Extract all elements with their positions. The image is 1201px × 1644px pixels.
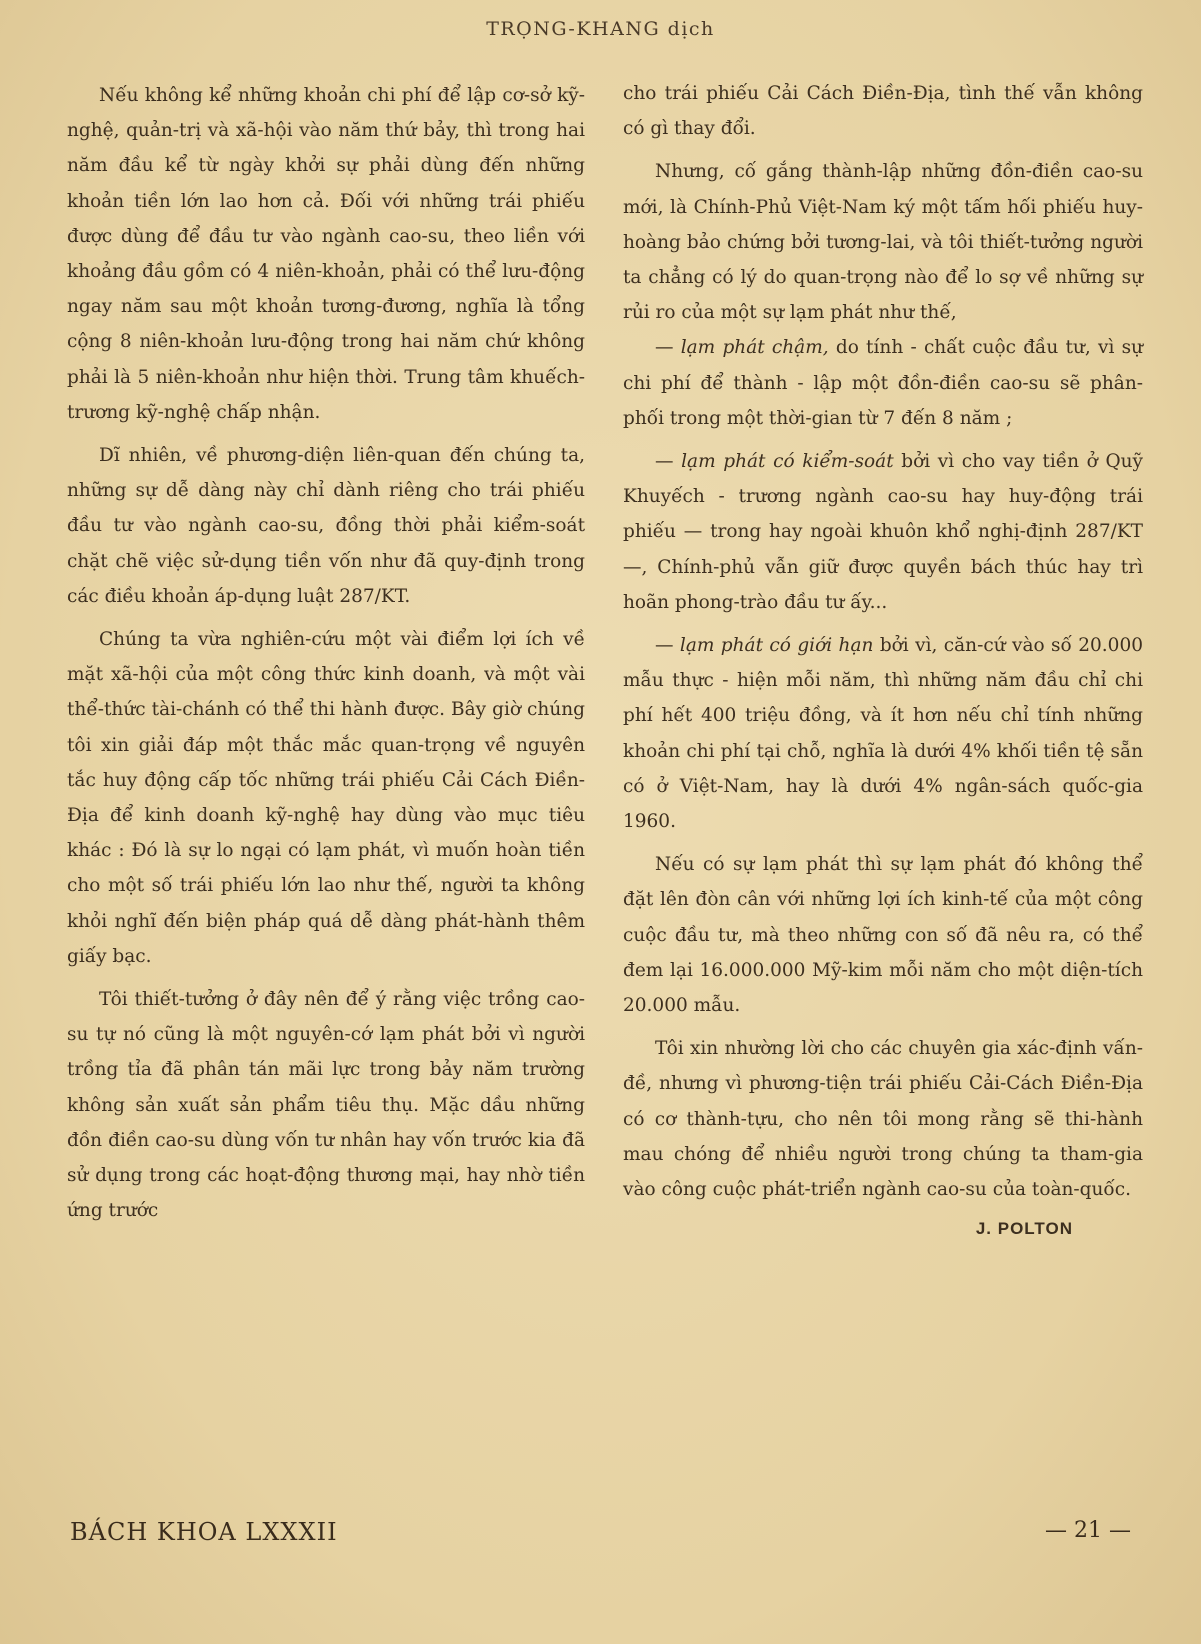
list-item: — lạm phát có kiểm-soát bởi vì cho vay tiền ở Quỹ Khuyếch - trương ngành cao-su hay huy-động trái phiếu — trong hay ngoài khuôn khổ nghị-định 287/KT —, Chính-phủ vẫn giữ được quyền bách thúc hay trì hoãn phong-trào đầu tư ấy...	[623, 451, 1143, 613]
left-column	[67, 78, 585, 1229]
page-header: TRỌNG-KHANG dịch	[486, 18, 715, 40]
publication-name: BÁCH KHOA LXXXII	[70, 1518, 338, 1546]
list-item-label: lạm phát chậm,	[680, 337, 829, 359]
paragraph: Nếu không kể những khoản chi phí để lập cơ-sở kỹ-nghệ, quản-trị và xã-hội vào năm thứ bảy, thì trong hai năm đầu kể từ ngày khởi sự phải dùng đến những khoản tiền lớn lao hơn cả. Đối với những trái phiếu được dùng để đầu tư vào ngành cao-su, theo liền với khoảng đầu gồm có 4 niên-khoản, phải có thể lưu-động ngay năm sau một khoản tương-đương, nghĩa là tổng cộng 8 niên-khoản lưu-động trong hai năm chứ không phải là 5 niên-khoản như hiện thời. Trung tâm khuếch-trương kỹ-nghệ chấp nhận.	[67, 85, 585, 423]
paragraph: Tôi thiết-tưởng ở đây nên để ý rằng việc trồng cao-su tự nó cũng là một nguyên-cớ lạm phát bởi vì người trồng tỉa đã phân tán mãi lực trong bảy năm trường không sản xuất sản phẩm tiêu thụ. Mặc dầu những đồn điền cao-su dùng vốn tư nhân hay vốn trước kia đã sử dụng trong các hoạt-động thương mại, hay nhờ tiền ứng trước	[67, 989, 585, 1222]
paragraph: Nếu có sự lạm phát thì sự lạm phát đó không thể đặt lên đòn cân với những lợi ích kinh-tế của một công cuộc đầu tư, mà theo những con số đã nêu ra, có thể đem lại 16.000.000 Mỹ-kim mỗi năm cho một diện-tích 20.000 mẫu.	[623, 854, 1143, 1017]
paragraph: Dĩ nhiên, về phương-diện liên-quan đến chúng ta, những sự dễ dàng này chỉ dành riêng cho trái phiếu đầu tư vào ngành cao-su, đồng thời phải kiểm-soát chặt chẽ việc sử-dụng tiền vốn như đã quy-định trong các điều khoản áp-dụng luật 287/KT.	[67, 445, 585, 607]
paragraph: cho trái phiếu Cải Cách Điền-Địa, tình thế vẫn không có gì thay đổi.	[623, 83, 1143, 140]
list-item-text: bởi vì, căn-cứ vào số 20.000 mẫu thực - hiện mỗi năm, thì những năm đầu chỉ chi phí hết 400 triệu đồng, và ít hơn nếu chỉ tính những khoản chi phí tại chỗ, nghĩa là dưới 4% khối tiền tệ sẵn có ở Việt-Nam, hay là dưới 4% ngân-sách quốc-gia 1960.	[623, 635, 1143, 833]
paragraph: Tôi xin nhường lời cho các chuyên gia xác-định vấn-đề, nhưng vì phương-tiện trái phiếu Cải-Cách Điền-Địa có cơ thành-tựu, cho nên tôi mong rằng sẽ thi-hành mau chóng để nhiều người trong chúng ta tham-gia vào công cuộc phát-triển ngành cao-su của toàn-quốc.	[623, 1038, 1143, 1201]
list-item-label: lạm phát có kiểm-soát	[681, 451, 894, 473]
author-signature: J. POLTON	[975, 1219, 1073, 1239]
list-item-text: do tính - chất cuộc đầu tư, vì sự chi phí để thành - lập một đồn-điền cao-su sẽ phân-phối trong một thời-gian từ 7 đến 8 năm ;	[623, 337, 1143, 429]
paragraph: Chúng ta vừa nghiên-cứu một vài điểm lợi ích về mặt xã-hội của một công thức kinh doanh, và một vài thể-thức tài-chánh có thể thi hành được. Bây giờ chúng tôi xin giải đáp một thắc mắc quan-trọng về nguyên tắc huy động cấp tốc những trái phiếu Cải Cách Điền-Địa để kinh doanh kỹ-nghệ hay dùng vào mục tiêu khác : Đó là sự lo ngại có lạm phát, vì muốn hoàn tiền cho một số trái phiếu lớn lao như thế, người ta không khỏi nghĩ đến biện pháp quá dễ dàng phát-hành thêm giấy bạc.	[67, 629, 585, 967]
page-number: — 21 —	[1045, 1518, 1131, 1543]
paragraph: Nhưng, cố gắng thành-lập những đồn-điền cao-su mới, là Chính-Phủ Việt-Nam ký một tấm hối phiếu huy-hoàng bảo chứng bởi tương-lai, và tôi thiết-tưởng người ta chẳng có lý do quan-trọng nào để lo sợ về những sự rủi ro của một sự lạm phát như thế,	[623, 161, 1143, 324]
list-item-label: lạm phát có giới hạn	[679, 635, 874, 657]
list-item: — lạm phát có giới hạn bởi vì, căn-cứ vào số 20.000 mẫu thực - hiện mỗi năm, thì những năm đầu chỉ chi phí hết 400 triệu đồng, và ít hơn nếu chỉ tính những khoản chi phí tại chỗ, nghĩa là dưới 4% khối tiền tệ sẵn có ở Việt-Nam, hay là dưới 4% ngân-sách quốc-gia 1960.	[623, 635, 1143, 833]
list-item-text: bởi vì cho vay tiền ở Quỹ Khuyếch - trương ngành cao-su hay huy-động trái phiếu — trong hay ngoài khuôn khổ nghị-định 287/KT —, Chính-phủ vẫn giữ được quyền bách thúc hay trì hoãn phong-trào đầu tư ấy...	[623, 451, 1143, 613]
list-item: — lạm phát chậm, do tính - chất cuộc đầu tư, vì sự chi phí để thành - lập một đồn-điền cao-su sẽ phân-phối trong một thời-gian từ 7 đến 8 năm ;	[623, 337, 1143, 429]
right-column	[623, 76, 1143, 1247]
